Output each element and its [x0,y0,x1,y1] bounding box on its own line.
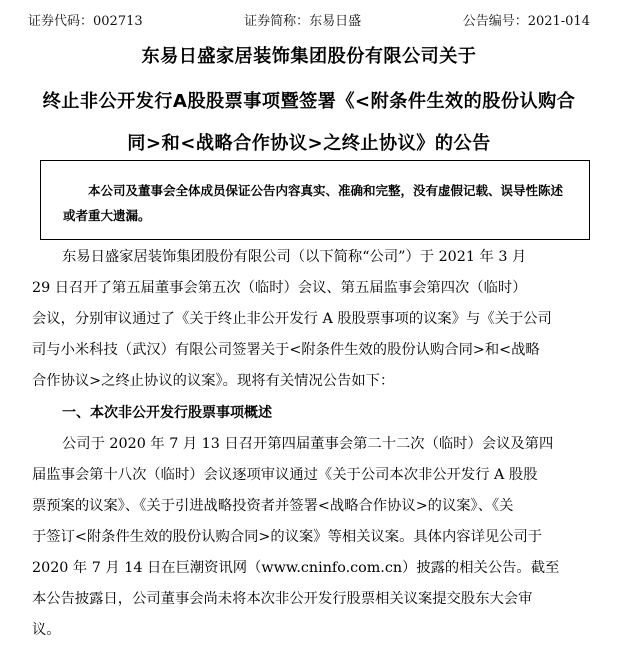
board-guarantee-notice [40,160,590,240]
intro-line-1: 东易日盛家居装饰集团股份有限公司（以下简称“公司”）于 2021 年 3 月 [62,249,527,265]
stock-code: 证券代码：002713 [28,14,143,29]
intro-line-4: 司与小米科技（武汉）有限公司签署关于<附条件生效的股份认购合同>和<战略 [32,342,540,358]
intro-line-2: 29 日召开了第五届董事会第五次（临时）会议、第五届监事会第四次（临时） [32,280,527,296]
section-1-line-2: 届监事会第十八次（临时）会议逐项审议通过《关于公司本次非公开发行 A 股股 [32,467,538,483]
section-1-heading: 一、本次非公开发行股票事项概述 [62,405,272,421]
section-1-line-1: 公司于 2020 年 7 月 13 日召开第四届董事会第二十二次（临时）会议及第四 [62,436,554,452]
section-1-line-6: 本公告披露日，公司董事会尚未将本次非公开发行股票相关议案提交股东大会审 [32,591,533,607]
notice-text: 本公司及董事会全体成员保证公告内容真实、准确和完整，没有虚假记载、误导性陈述或者重大遗漏。 [63,183,564,223]
title-line-1: 东易日盛家居装饰集团股份有限公司关于 [141,46,477,67]
section-1-line-7: 议。 [32,622,61,638]
section-1-line-5: 2020 年 7 月 14 日在巨潮资讯网（www.cninfo.com.cn）披露的相关公告。截至 [32,560,560,576]
stock-name: 证券简称：东易日盛 [244,14,362,29]
announcement-number: 公告编号：2021-014 [462,14,590,29]
intro-line-3: 会议，分别审议通过了《关于终止非公开发行 A 股股票事项的议案》与《关于公司 [32,311,552,327]
section-1-line-4: 于签订<附条件生效的股份认购合同>的议案》等相关议案。具体内容详见公司于 [32,529,543,545]
title-line-2: 终止非公开发行A股股票事项暨签署《<附条件生效的股份认购合 [42,91,576,112]
section-1-line-3: 票预案的议案》、《关于引进战略投资者并签署<战略合作协议>的议案》、《关 [32,498,514,514]
intro-line-5: 合作协议>之终止协议的议案》。现将有关情况公告如下： [32,373,395,389]
title-line-3: 同>和<战略合作协议>之终止协议》的公告 [127,133,491,154]
announcement-header [28,10,590,29]
